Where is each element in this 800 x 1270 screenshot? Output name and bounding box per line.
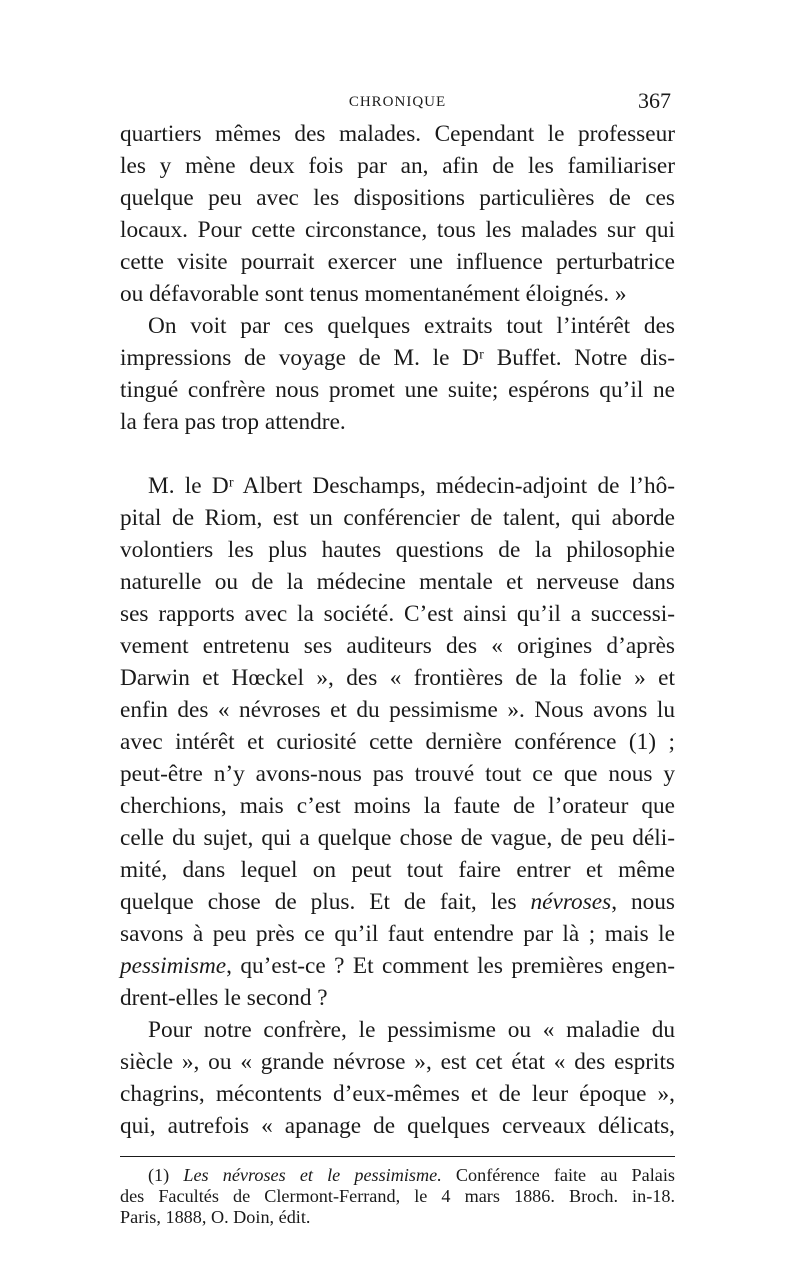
italic-term: névroses bbox=[530, 889, 612, 915]
text-line: ses rapports avec la société. C’est ainsi qu’il a successi- bbox=[120, 601, 675, 627]
paragraph-3 bbox=[120, 470, 675, 1014]
footnote-line bbox=[120, 1165, 675, 1186]
text-line: quelque peu avec les dispositions particulières de ces bbox=[120, 185, 675, 211]
text-line: tingué confrère nous promet une suite; espérons qu’il ne bbox=[120, 377, 675, 403]
paragraph-2 bbox=[120, 310, 675, 438]
body-text bbox=[120, 118, 675, 1142]
text-line: drent-elles le second ? bbox=[120, 985, 328, 1011]
text-segment: quelque chose de plus. Et de fait, les bbox=[120, 889, 531, 915]
text-line: les y mène deux fois par an, afin de les familiariser bbox=[120, 153, 675, 179]
page-number: 367 bbox=[638, 88, 671, 113]
text-line: naturelle ou de la médecine mentale et nerveuse dans bbox=[120, 569, 675, 595]
text-line: avec intérêt et curiosité cette dernière conférence (1) ; bbox=[120, 729, 675, 755]
text-line: la fera pas trop attendre. bbox=[120, 409, 346, 435]
footnote-rule bbox=[120, 1156, 675, 1157]
text-line: vement entretenu ses auditeurs des « origines d’après bbox=[120, 633, 675, 659]
text-line: Pour notre confrère, le pessimisme ou « maladie du bbox=[148, 1017, 675, 1043]
footnote-line: Paris, 1888, O. Doin, édit. bbox=[120, 1207, 311, 1227]
text-line bbox=[120, 886, 675, 918]
text-line: cherchions, mais c’est moins la faute de l’orateur que bbox=[120, 793, 675, 819]
text-line: enfin des « névroses et du pessimisme ». Nous avons lu bbox=[120, 697, 675, 723]
text-line: cette visite pourrait exercer une influence perturbatrice bbox=[120, 249, 675, 275]
text-line bbox=[120, 950, 675, 982]
footnote bbox=[120, 1165, 675, 1228]
text-line: pital de Riom, est un conférencier de talent, qui aborde bbox=[120, 505, 675, 531]
footnote-marker: (1) bbox=[148, 1165, 184, 1185]
text-line: savons à peu près ce qu’il faut entendre par là ; mais le bbox=[120, 921, 675, 947]
text-line: ou défavorable sont tenus momentanément éloignés. » bbox=[120, 281, 627, 307]
text-line: volontiers les plus hautes questions de la philosophie bbox=[120, 537, 675, 563]
paragraph-1 bbox=[120, 118, 675, 310]
text-segment: Conférence faite au Palais bbox=[441, 1165, 676, 1185]
text-segment: , qu’est-ce ? Et comment les premières engen- bbox=[226, 953, 675, 979]
text-segment: , nous bbox=[611, 889, 675, 915]
text-line: quartiers mêmes des malades. Cependant le professeur bbox=[120, 121, 675, 147]
text-line: chagrins, mécontents d’eux-mêmes et de leur époque », bbox=[120, 1081, 675, 1107]
paragraph-4 bbox=[120, 1014, 675, 1142]
book-page bbox=[120, 88, 675, 1228]
footnote-title: Les névroses et le pessimisme. bbox=[183, 1165, 442, 1185]
text-line: Darwin et Hœckel », des « frontières de la folie » et bbox=[120, 665, 675, 691]
italic-term: pessimisme bbox=[120, 953, 227, 979]
footnote-line: des Facultés de Clermont-Ferrand, le 4 mars 1886. Broch. in-18. bbox=[120, 1186, 675, 1206]
text-line: celle du sujet, qui a quelque chose de vague, de peu déli- bbox=[120, 825, 675, 851]
text-line: qui, autrefois « apanage de quelques cerveaux délicats, bbox=[120, 1113, 675, 1139]
text-line: On voit par ces quelques extraits tout l’intérêt des bbox=[148, 313, 675, 339]
text-line: M. le Dʳ Albert Deschamps, médecin-adjoint de l’hô- bbox=[148, 473, 675, 499]
running-head bbox=[120, 88, 675, 118]
text-line: mité, dans lequel on peut tout faire entrer et même bbox=[120, 857, 675, 883]
text-line: peut-être n’y avons-nous pas trouvé tout ce que nous y bbox=[120, 761, 675, 787]
text-line: siècle », ou « grande névrose », est cet état « des esprits bbox=[120, 1049, 675, 1075]
text-line: impressions de voyage de M. le Dʳ Buffet. Notre dis- bbox=[120, 345, 675, 371]
section-break bbox=[120, 438, 675, 470]
text-line: locaux. Pour cette circonstance, tous les malades sur qui bbox=[120, 217, 675, 243]
running-title: CHRONIQUE bbox=[348, 94, 447, 110]
